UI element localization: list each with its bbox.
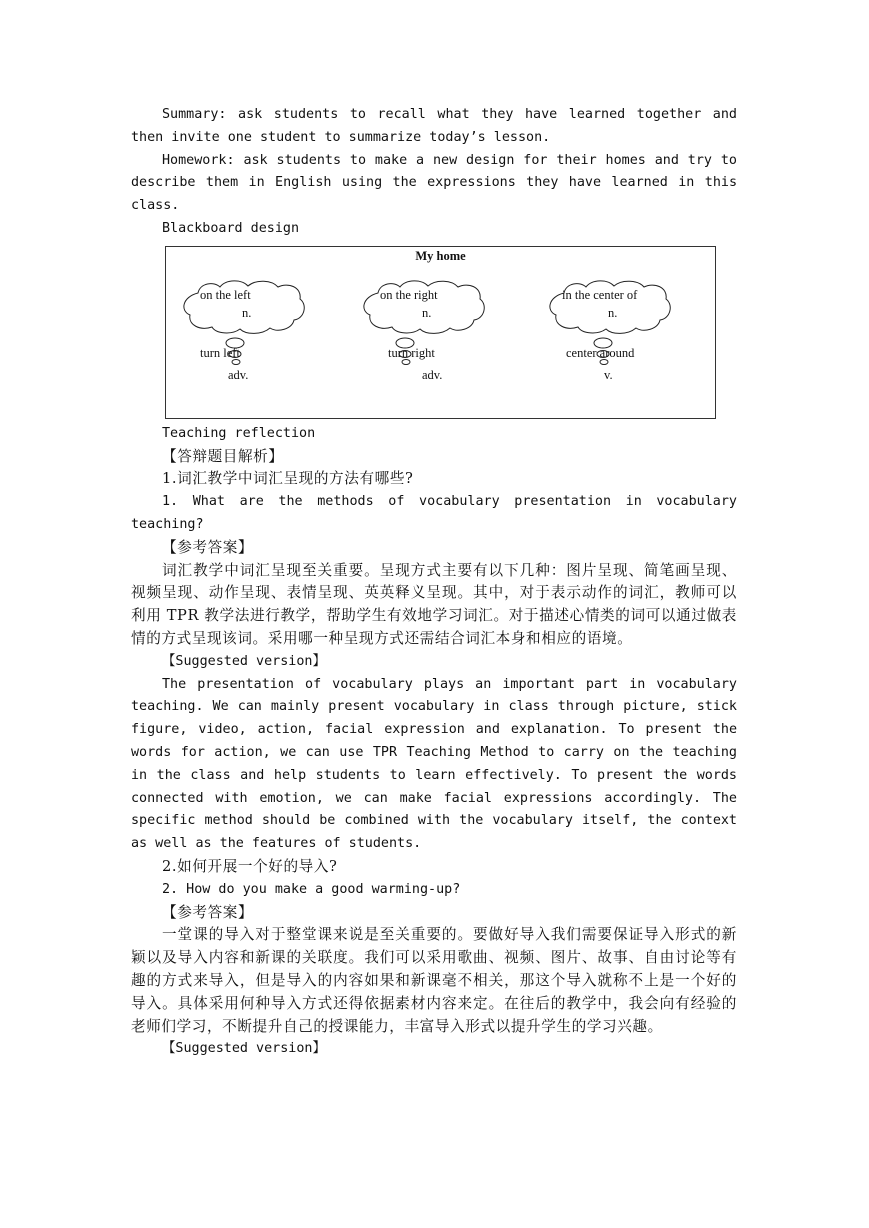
noun-label: n. xyxy=(242,305,252,320)
suggested-version-label: 【Suggested version】 xyxy=(162,1041,326,1057)
reference-answer-label: 【参考答案】 xyxy=(162,538,254,556)
board-title: My home xyxy=(415,248,466,263)
blackboard-design-figure xyxy=(165,246,716,419)
reference-answer-2: 一堂课的导入对于整堂课来说是至关重要的。要做好导入我们需要保证导入形式的新颖以及导入内容和新课的关联度。我们可以采用歌曲、视频、图片、故事、自由讨论等有趣的方式来导入，但是导入的内容如果和新课毫不相关，那这个导入就称不上是一个好的导入。具体采用何种导入方式还得依据素材内容来定。在往后的教学中，我会向有经验的老师们学习，不断提升自己的授课能力，丰富导入形式以提升学生的学习兴趣。 xyxy=(131,926,737,1035)
reflection-heading: Teaching reflection xyxy=(162,425,316,441)
phrase-label: on the right xyxy=(380,287,438,302)
word-label: turn left xyxy=(200,345,240,360)
question-1-zh: 1.词汇教学中词汇呈现的方法有哪些? xyxy=(162,470,414,488)
word-label: center around xyxy=(566,345,635,360)
phrase-label: in the center of xyxy=(562,287,638,302)
pos-label: adv. xyxy=(228,367,249,382)
pos-label: v. xyxy=(604,367,613,382)
reference-answer-label: 【参考答案】 xyxy=(162,903,254,921)
phrase-label: on the left xyxy=(200,287,251,302)
noun-label: n. xyxy=(422,305,432,320)
pos-label: adv. xyxy=(422,367,443,382)
suggested-answer-1: The presentation of vocabulary plays an important part in vocabulary teaching. We can mainly present vocabulary in class through picture, stick figure, video, action, facial expression and explanation. To present the words for action, we can use TPR Teaching Method to carry on the teaching in the class and help students to learn effectively. To present the words connected with emotion, we can make facial expressions accordingly. The specific method should be combined with the vocabulary itself, the context as well as the features of students. xyxy=(131,676,737,852)
question-2-zh: 2.如何开展一个好的导入? xyxy=(162,857,338,875)
word-label: turn right xyxy=(388,345,435,360)
homework-paragraph: Homework: ask students to make a new design for their homes and try to describe them in English using the expressions they have learned in this class. xyxy=(131,152,737,214)
noun-label: n. xyxy=(608,305,618,320)
qa-heading: 【答辩题目解析】 xyxy=(162,447,284,465)
blackboard-heading: Blackboard design xyxy=(162,220,300,236)
document-page xyxy=(131,104,737,1061)
question-2-en: 2. How do you make a good warming-up? xyxy=(162,881,461,897)
summary-paragraph: Summary: ask students to recall what they have learned together and then invite one student to summarize today’s lesson. xyxy=(131,107,737,145)
reference-answer-1: 词汇教学中词汇呈现至关重要。呈现方式主要有以下几种：图片呈现、简笔画呈现、视频呈现、动作呈现、表情呈现、英英释义呈现。其中，对于表示动作的词汇，教师可以利用 TPR 教学法进行教学，帮助学生有效地学习词汇。对于描述心情类的词可以通过做表情的方式呈现该词。采用哪一种呈现方式还需结合词汇本身和相应的语境。 xyxy=(131,561,737,647)
suggested-version-label: 【Suggested version】 xyxy=(162,653,326,669)
question-1-en: 1. What are the methods of vocabulary presentation in vocabulary teaching? xyxy=(131,494,737,532)
